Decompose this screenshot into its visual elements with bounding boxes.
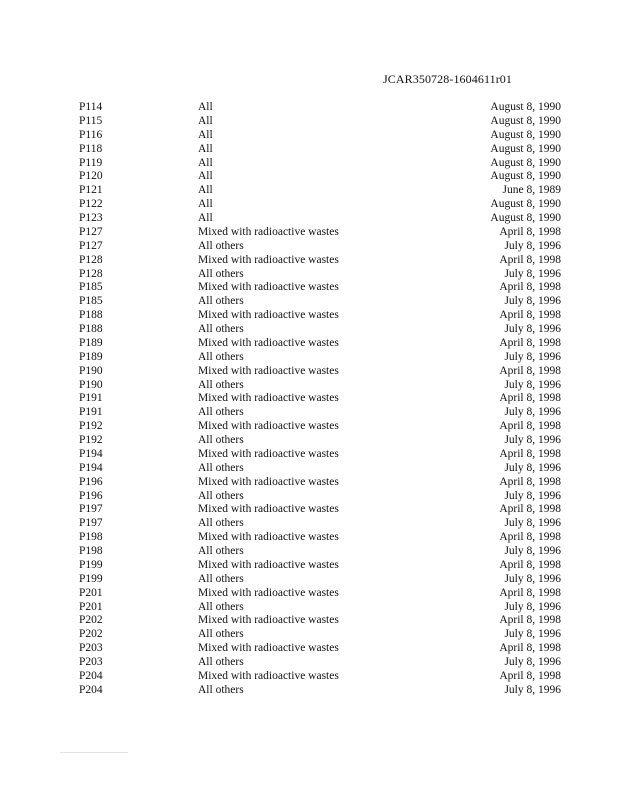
effective-date: July 8, 1996 [504,406,561,419]
table-row [0,462,621,476]
waste-code: P194 [79,447,103,460]
table-row [0,240,621,254]
table-row [0,295,621,309]
table-row [0,531,621,545]
table-row [0,281,621,295]
effective-date: April 8, 1998 [499,614,561,627]
waste-description: All others [198,378,244,391]
waste-description: Mixed with radioactive wastes [198,253,339,266]
table-row [0,323,621,337]
waste-description: All [198,114,213,127]
waste-code: P201 [79,600,103,613]
effective-date: April 8, 1998 [499,420,561,433]
effective-date: July 8, 1996 [504,239,561,252]
effective-date: July 8, 1996 [504,656,561,668]
waste-code: P116 [79,128,103,141]
table-row [0,101,621,115]
effective-date: July 8, 1996 [504,489,561,502]
effective-date: July 8, 1996 [504,517,561,530]
effective-date: July 8, 1996 [504,295,561,308]
waste-code: P203 [79,656,103,668]
effective-date: April 8, 1998 [499,336,561,349]
waste-code: P199 [79,558,103,571]
waste-description: All [198,212,213,224]
table-row [0,406,621,420]
effective-date: April 8, 1998 [499,503,561,516]
table-row [0,226,621,240]
table-row [0,365,621,379]
waste-code: P128 [79,267,103,280]
effective-date: April 8, 1998 [499,392,561,405]
waste-code: P202 [79,628,103,641]
table-row [0,628,621,642]
waste-description: All others [198,489,244,502]
waste-code: P127 [79,225,103,238]
waste-description: Mixed with radioactive wastes [198,586,339,599]
waste-description: Mixed with radioactive wastes [198,447,339,460]
waste-code: P189 [79,336,103,349]
waste-code-table [0,101,621,698]
effective-date: April 8, 1998 [499,447,561,460]
waste-code: P115 [79,114,103,127]
table-row [0,309,621,323]
table-row [0,448,621,462]
waste-code: P192 [79,434,103,446]
waste-code: P199 [79,572,103,585]
effective-date: April 8, 1998 [499,309,561,322]
waste-code: P198 [79,531,103,544]
effective-date: April 8, 1998 [499,281,561,294]
table-row [0,184,621,198]
waste-code: P198 [79,545,103,557]
table-row [0,212,621,226]
table-row [0,379,621,393]
waste-code: P196 [79,475,103,488]
waste-description: Mixed with radioactive wastes [198,336,339,349]
waste-code: P196 [79,489,103,502]
table-row [0,198,621,212]
waste-code: P191 [79,392,103,405]
table-row [0,670,621,684]
effective-date: August 8, 1990 [490,128,561,141]
effective-date: July 8, 1996 [504,350,561,363]
waste-description: All others [198,628,244,641]
waste-code: P119 [79,156,103,169]
waste-description: Mixed with radioactive wastes [198,309,339,322]
effective-date: August 8, 1990 [490,156,561,169]
waste-description: All others [198,406,244,419]
waste-code: P123 [79,212,103,224]
waste-code: P204 [79,683,103,696]
effective-date: April 8, 1998 [499,253,561,266]
table-row [0,434,621,448]
waste-code: P189 [79,350,103,363]
effective-date: July 8, 1996 [504,378,561,391]
effective-date: July 8, 1996 [504,434,561,446]
waste-code: P202 [79,614,103,627]
waste-description: All others [198,350,244,363]
waste-description: Mixed with radioactive wastes [198,669,339,682]
waste-description: Mixed with radioactive wastes [198,392,339,405]
footer-rule [60,752,128,753]
table-row [0,157,621,171]
table-row [0,517,621,531]
waste-description: All others [198,434,244,446]
waste-description: Mixed with radioactive wastes [198,503,339,516]
table-row [0,503,621,517]
waste-code: P203 [79,642,103,655]
table-row [0,642,621,656]
effective-date: August 8, 1990 [490,170,561,183]
waste-code: P128 [79,253,103,266]
table-row [0,490,621,504]
effective-date: April 8, 1998 [499,531,561,544]
effective-date: August 8, 1990 [490,212,561,224]
waste-code: P121 [79,184,103,197]
waste-description: All others [198,656,244,668]
waste-code: P185 [79,281,103,294]
table-row [0,476,621,490]
effective-date: August 8, 1990 [490,198,561,211]
table-row [0,601,621,615]
waste-code: P188 [79,309,103,322]
table-row [0,337,621,351]
table-row [0,587,621,601]
effective-date: April 8, 1998 [499,642,561,655]
waste-description: Mixed with radioactive wastes [198,531,339,544]
waste-code: P194 [79,461,103,474]
table-row [0,268,621,282]
waste-description: All others [198,683,244,696]
effective-date: July 8, 1996 [504,267,561,280]
waste-code: P192 [79,420,103,433]
effective-date: July 8, 1996 [504,683,561,696]
waste-code: P114 [79,101,103,113]
effective-date: August 8, 1990 [490,142,561,155]
effective-date: April 8, 1998 [499,586,561,599]
table-row [0,420,621,434]
waste-description: All others [198,517,244,530]
table-row [0,254,621,268]
waste-code: P201 [79,586,103,599]
waste-description: All others [198,600,244,613]
waste-code: P118 [79,142,103,155]
table-row [0,115,621,129]
waste-description: All [198,170,213,183]
waste-description: All others [198,295,244,308]
effective-date: August 8, 1990 [490,114,561,127]
effective-date: April 8, 1998 [499,225,561,238]
waste-code: P190 [79,378,103,391]
waste-code: P188 [79,323,103,335]
table-row [0,545,621,559]
waste-description: All others [198,572,244,585]
waste-code: P122 [79,198,103,211]
waste-description: All others [198,323,244,335]
effective-date: April 8, 1998 [499,364,561,377]
table-row [0,143,621,157]
waste-code: P120 [79,170,103,183]
effective-date: April 8, 1998 [499,475,561,488]
waste-description: Mixed with radioactive wastes [198,475,339,488]
waste-description: All others [198,461,244,474]
waste-description: Mixed with radioactive wastes [198,420,339,433]
effective-date: April 8, 1998 [499,558,561,571]
table-row [0,684,621,698]
table-row [0,392,621,406]
effective-date: July 8, 1996 [504,600,561,613]
table-row [0,573,621,587]
effective-date: July 8, 1996 [504,323,561,335]
waste-description: All others [198,239,244,252]
waste-description: All [198,142,213,155]
waste-code: P127 [79,239,103,252]
waste-code: P204 [79,669,103,682]
waste-code: P185 [79,295,103,308]
document-id: JCAR350728-1604611r01 [383,72,512,86]
waste-description: All [198,128,213,141]
effective-date: June 8, 1989 [502,184,561,197]
effective-date: July 8, 1996 [504,628,561,641]
waste-code: P191 [79,406,103,419]
effective-date: July 8, 1996 [504,545,561,557]
waste-description: Mixed with radioactive wastes [198,281,339,294]
waste-description: All others [198,545,244,557]
table-row [0,170,621,184]
waste-description: Mixed with radioactive wastes [198,225,339,238]
table-row [0,351,621,365]
waste-description: All others [198,267,244,280]
table-row [0,656,621,670]
waste-description: Mixed with radioactive wastes [198,558,339,571]
waste-description: All [198,156,213,169]
waste-code: P197 [79,517,103,530]
effective-date: July 8, 1996 [504,572,561,585]
waste-description: All [198,101,213,113]
waste-description: Mixed with radioactive wastes [198,642,339,655]
waste-description: All [198,184,213,197]
effective-date: August 8, 1990 [490,101,561,113]
effective-date: April 8, 1998 [499,669,561,682]
waste-description: Mixed with radioactive wastes [198,364,339,377]
waste-description: All [198,198,213,211]
waste-code: P197 [79,503,103,516]
table-row [0,614,621,628]
waste-code: P190 [79,364,103,377]
effective-date: July 8, 1996 [504,461,561,474]
waste-description: Mixed with radioactive wastes [198,614,339,627]
table-row [0,559,621,573]
table-row [0,129,621,143]
